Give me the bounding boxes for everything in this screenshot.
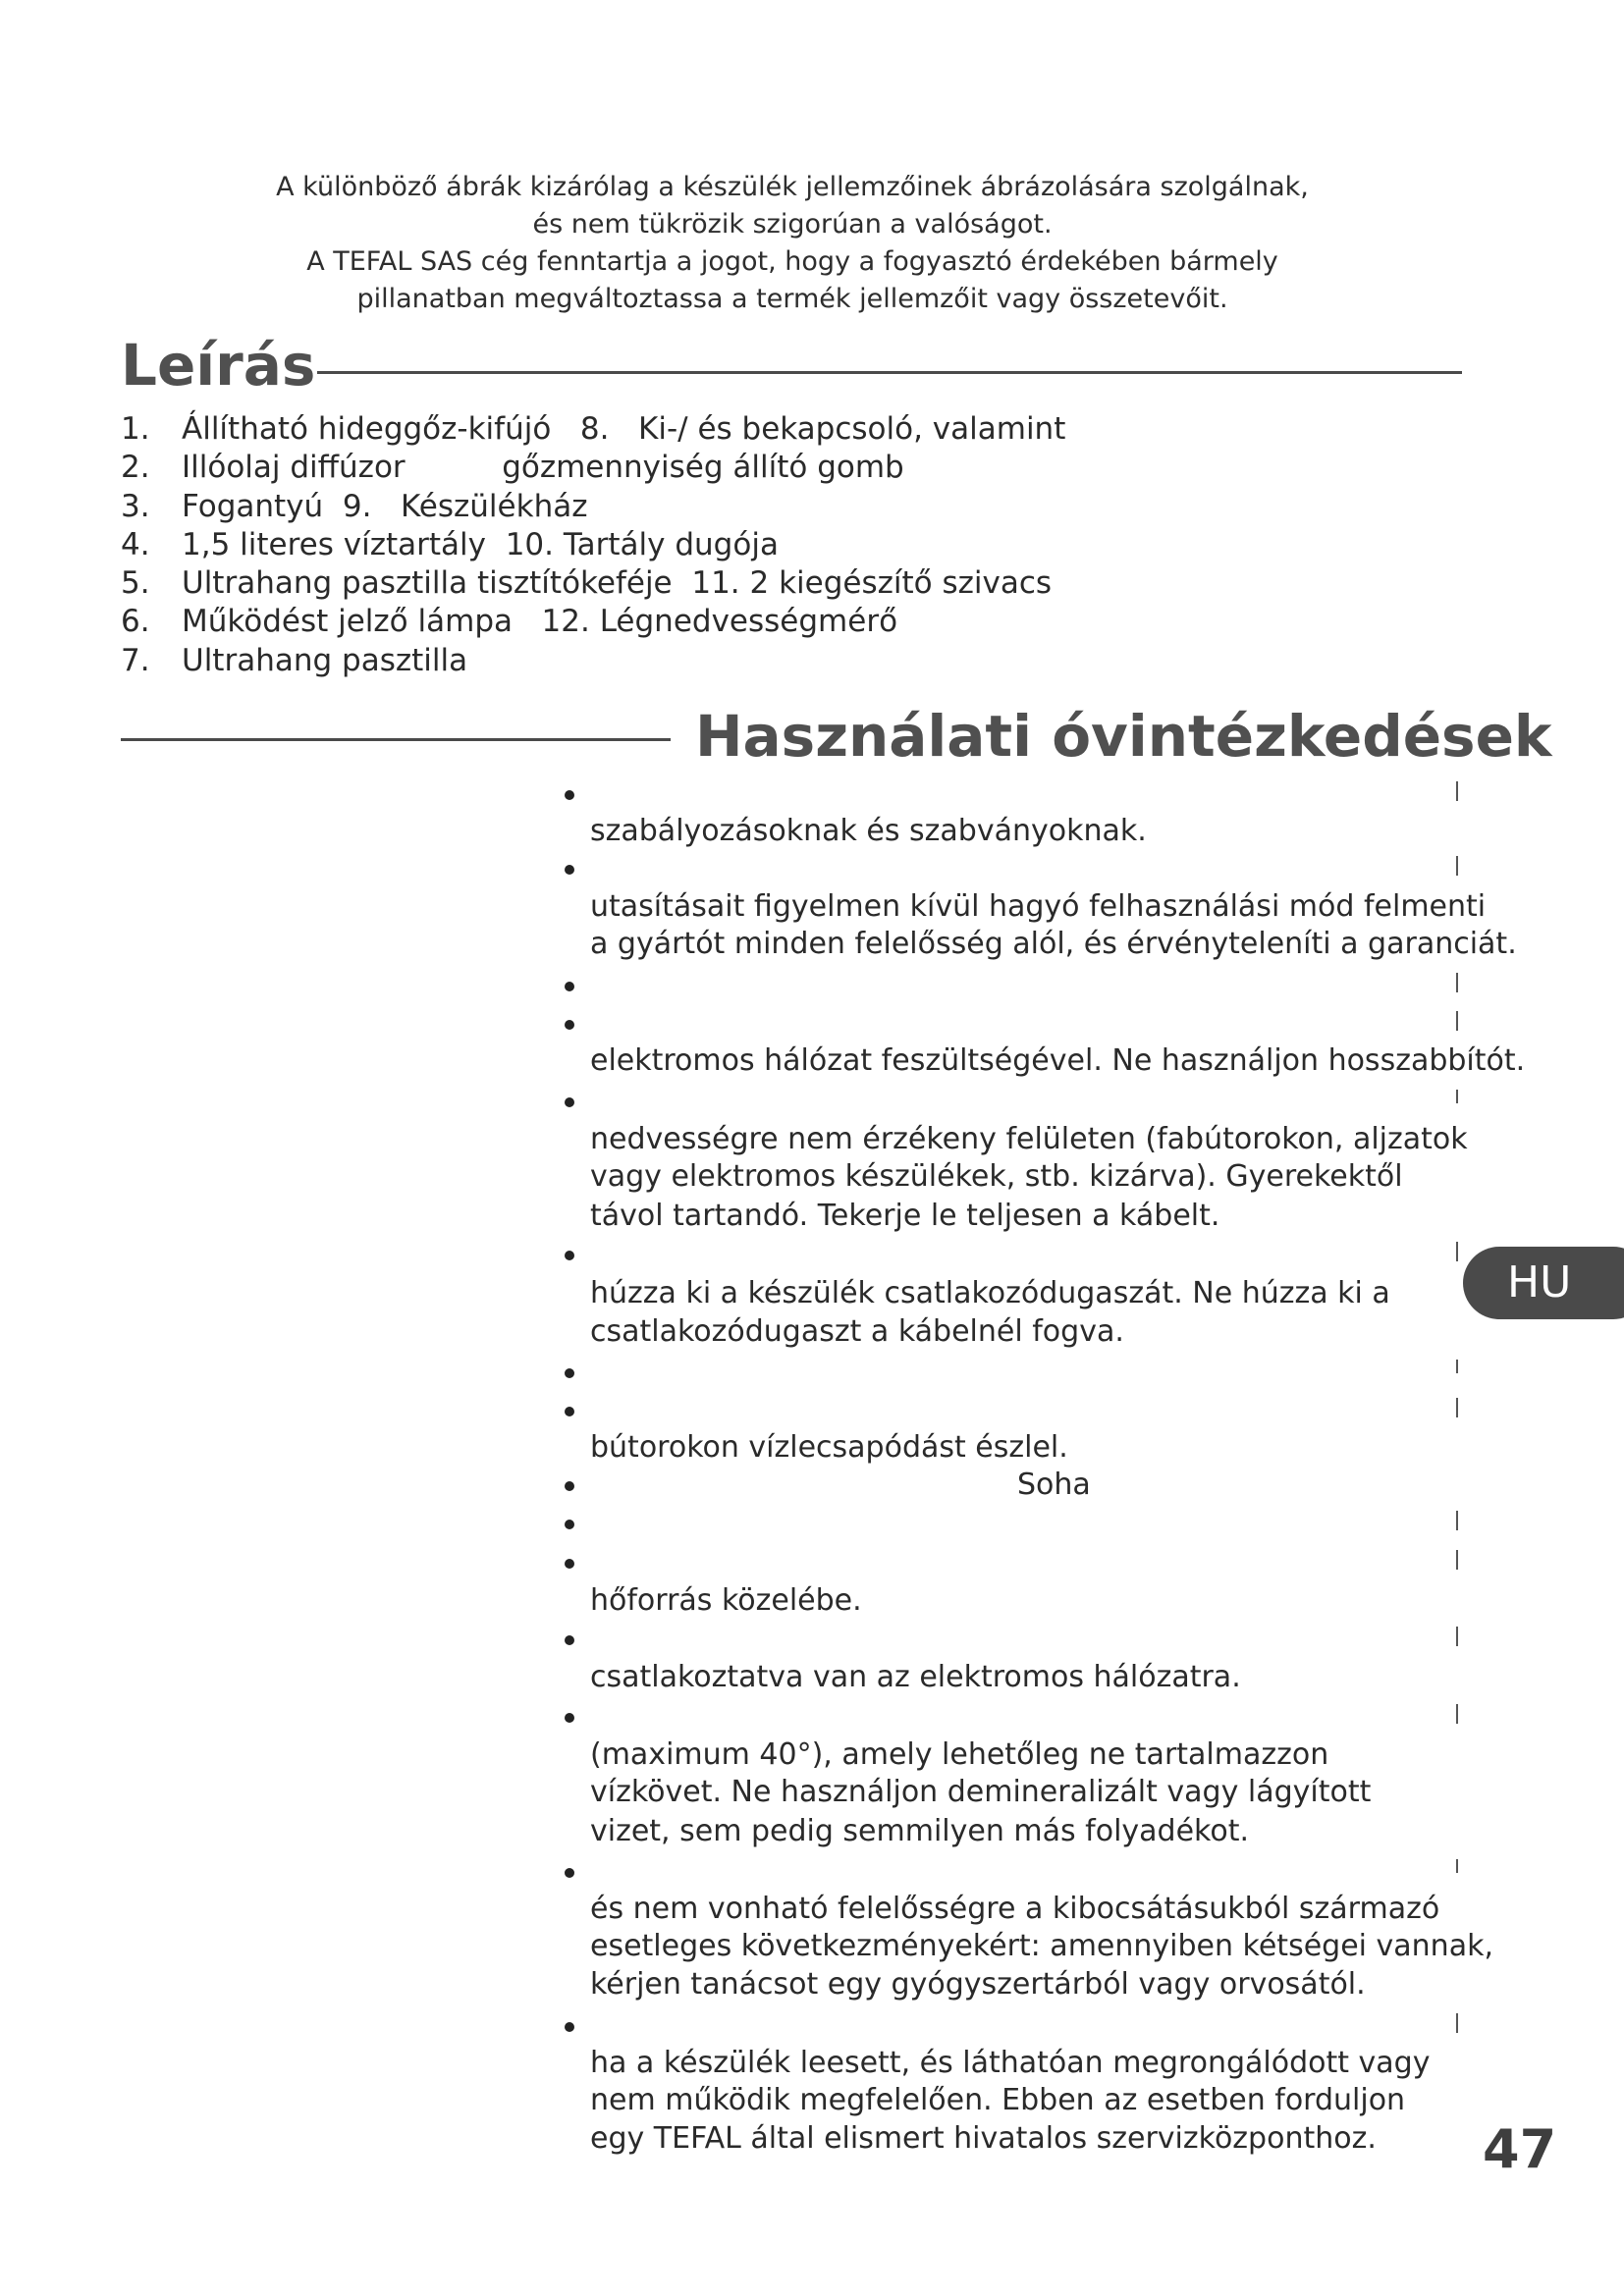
bullet-icon [565,1520,574,1529]
bullet-icon [565,1368,574,1378]
bullet-icon [565,1481,574,1491]
item-text: Működést jelző lámpa 12. Légnedvességmérő [182,604,898,640]
precaution-line: a gyártót minden felelősség alól, és érvényteleníti a garanciát. [590,927,1517,961]
precaution-line: vizet, sem pedig semmilyen más folyadékot. [590,1814,1250,1848]
precaution-line: nedvességre nem érzékeny felületen (fabútorokon, aljzatok [590,1122,1468,1156]
precaution-line: és nem vonható felelősségre a kibocsátásukból származó [590,1892,1440,1926]
list-item [121,449,1495,487]
item-text: Ultrahang pasztilla [182,642,468,678]
edge-mark [1456,1511,1458,1530]
precaution-line: esetleges következményekért: amennyiben kétségei vannak, [590,1929,1493,1963]
precaution-line: vízkövet. Ne használjon demineralizált vagy lágyított [590,1775,1372,1809]
item-text: Illóolaj diffúzor gőzmennyiség állító gomb [182,450,904,486]
intro-disclaimer [147,169,1437,318]
edge-mark [1456,856,1458,876]
item-number: 3. [121,488,150,524]
edge-mark [1456,1704,1458,1724]
precaution-line: hőforrás közelébe. [590,1583,862,1618]
precaution-line: (maximum 40°), amely lehetőleg ne tartalmazzon [590,1737,1329,1772]
item-number: 7. [121,642,150,678]
precaution-line: egy TEFAL által elismert hivatalos szervizközponthoz. [590,2121,1377,2156]
bullet-icon [565,1407,574,1416]
bullet-icon [565,1251,574,1260]
edge-mark [1456,1398,1458,1417]
item-text: Állítható hideggőz-kifújó 8. Ki-/ és bekapcsoló, valamint [182,411,1066,447]
edge-mark [1456,1011,1458,1031]
precaution-line: nem működik megfelelően. Ebben az esetben forduljon [590,2083,1406,2117]
bullet-icon [565,1020,574,1030]
precaution-line: elektromos hálózat feszültségével. Ne használjon hosszabbítót. [590,1043,1526,1078]
list-item [121,603,1495,641]
bullet-icon [565,982,574,991]
bullet-icon [565,790,574,800]
list-item [121,410,1495,449]
precaution-line: bútorokon vízlecsapódást észlel. [590,1430,1068,1465]
list-item [121,488,1495,526]
precaution-line: kérjen tanácsot egy gyógyszertárból vagy orvosától. [590,1967,1366,2002]
language-code: HU [1507,1257,1572,1308]
bullet-icon [565,865,574,875]
item-number: 4. [121,526,150,562]
precaution-line: csatlakoztatva van az elektromos hálózatra. [590,1660,1241,1694]
language-badge [1463,1247,1624,1319]
precaution-line: Soha [1017,1468,1091,1502]
precaution-line: csatlakozódugaszt a kábelnél fogva. [590,1314,1124,1349]
intro-line: A különböző ábrák kizárólag a készülék jellemzőinek ábrázolására szolgálnak, [276,172,1309,202]
item-text: 1,5 literes víztartály 10. Tartály dugója [182,526,779,562]
edge-mark [1456,1627,1458,1646]
item-text: Ultrahang pasztilla tisztítókeféje 11. 2 kiegészítő szivacs [182,565,1053,602]
bullet-icon [565,2022,574,2032]
parts-list [121,410,1495,680]
section-rule [317,371,1462,374]
section-title-precautions: Használati óvintézkedések [695,703,1552,770]
page-number: 47 [1483,2118,1557,2180]
bullet-icon [565,1868,574,1878]
precaution-line: szabályozásoknak és szabványoknak. [590,814,1147,848]
precaution-line: ha a készülék leesett, és láthatóan megrongálódott vagy [590,2046,1431,2080]
item-number: 1. [121,411,150,447]
edge-mark [1456,973,1458,992]
list-item [121,642,1495,680]
precaution-line: vagy elektromos készülékek, stb. kizárva). Gyerekektől [590,1159,1403,1194]
edge-mark [1456,1859,1458,1873]
precaution-line: húzza ki a készülék csatlakozódugaszát. Ne húzza ki a [590,1276,1390,1310]
section-title-leiras: Leírás [121,332,316,399]
item-number: 5. [121,565,150,602]
bullet-icon [565,1097,574,1107]
bullet-icon [565,1713,574,1723]
bullet-icon [565,1559,574,1569]
precaution-line: utasításait figyelmen kívül hagyó felhasználási mód felmenti [590,889,1487,924]
item-number: 6. [121,604,150,640]
precaution-line: távol tartandó. Tekerje le teljesen a kábelt. [590,1199,1220,1233]
edge-mark [1456,781,1458,801]
list-item [121,564,1495,603]
intro-line: A TEFAL SAS cég fenntartja a jogot, hogy a fogyasztó érdekében bármely [306,246,1278,277]
bullet-icon [565,1635,574,1645]
intro-line: és nem tükrözik szigorúan a valóságot. [532,209,1053,240]
section-rule [121,738,671,741]
edge-mark [1456,2013,1458,2033]
item-number: 2. [121,450,150,486]
edge-mark [1456,1242,1458,1261]
list-item [121,526,1495,564]
edge-mark [1456,1550,1458,1570]
edge-mark [1456,1090,1458,1103]
edge-mark [1456,1360,1458,1373]
intro-line: pillanatban megváltoztassa a termék jellemzőit vagy összetevőit. [356,284,1228,314]
item-text: Fogantyú 9. Készülékház [182,488,588,524]
